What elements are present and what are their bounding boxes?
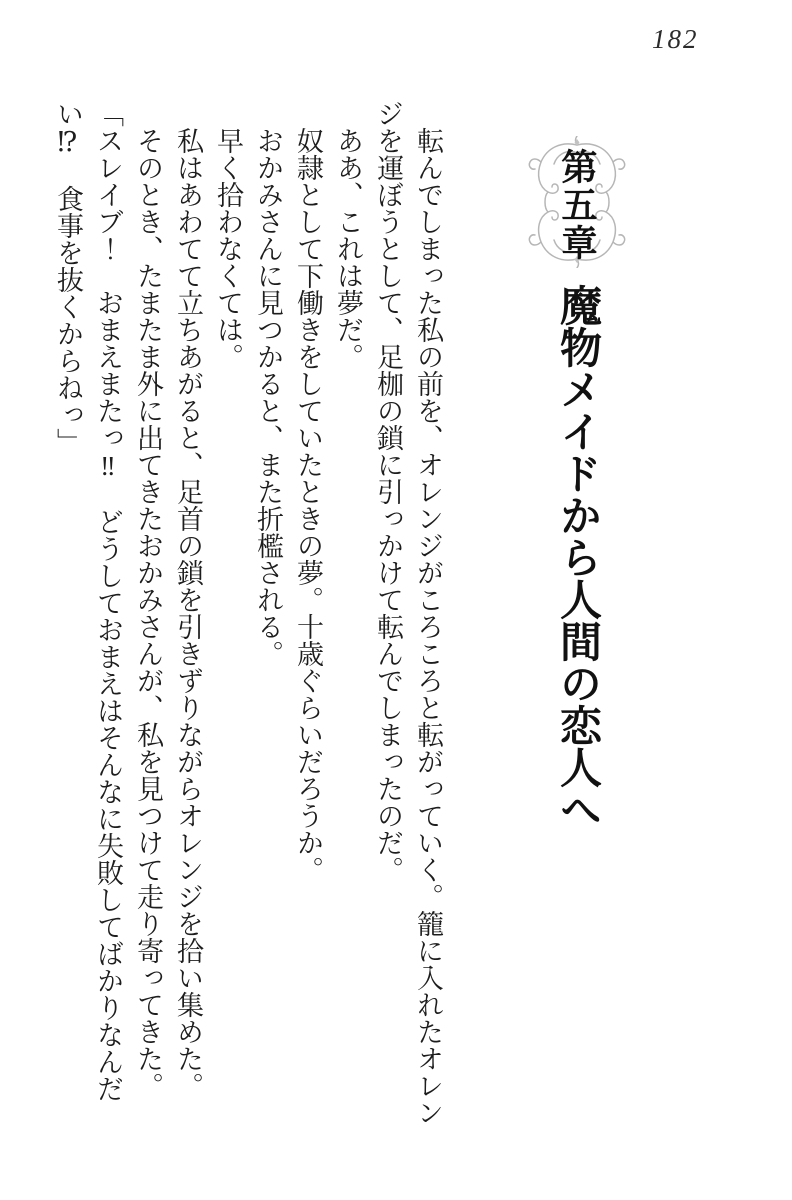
text-line: そのとき、たまたま外に出てきたおかみさんが、私を見つけて走り寄ってきた。 bbox=[133, 127, 163, 1099]
text-line: い⁉ 食事を抜くからねっ」 bbox=[53, 100, 83, 455]
chapter-number: 第五章 bbox=[557, 148, 597, 262]
text-line: ああ、これは夢だ。 bbox=[333, 127, 363, 370]
text-line: 早く拾わなくては。 bbox=[213, 127, 243, 370]
text-line: 「スレイブ！ おまえまたっ‼ どうしておまえはそんなに失敗してばかりなんだ bbox=[93, 100, 123, 1102]
text-line: おかみさんに見つかると、また折檻される。 bbox=[253, 127, 283, 667]
text-line: 私はあわてて立ちあがると、足首の鎖を引きずりながらオレンジを拾い集めた。 bbox=[173, 127, 203, 1099]
body-text bbox=[48, 100, 448, 1170]
chapter-heading bbox=[547, 148, 607, 830]
text-line: 奴隷として下働きをしていたときの夢。十歳ぐらいだろうか。 bbox=[293, 127, 323, 883]
page-number: 182 bbox=[652, 24, 699, 54]
text-line: ジを運ぼうとして、足枷の鎖に引っかけて転んでしまったのだ。 bbox=[373, 100, 403, 883]
text-line: 転んでしまった私の前を、オレンジがころころと転がっていく。籠に入れたオレン bbox=[413, 127, 443, 1126]
chapter-title: 魔物メイドから人間の恋人へ bbox=[554, 284, 600, 830]
